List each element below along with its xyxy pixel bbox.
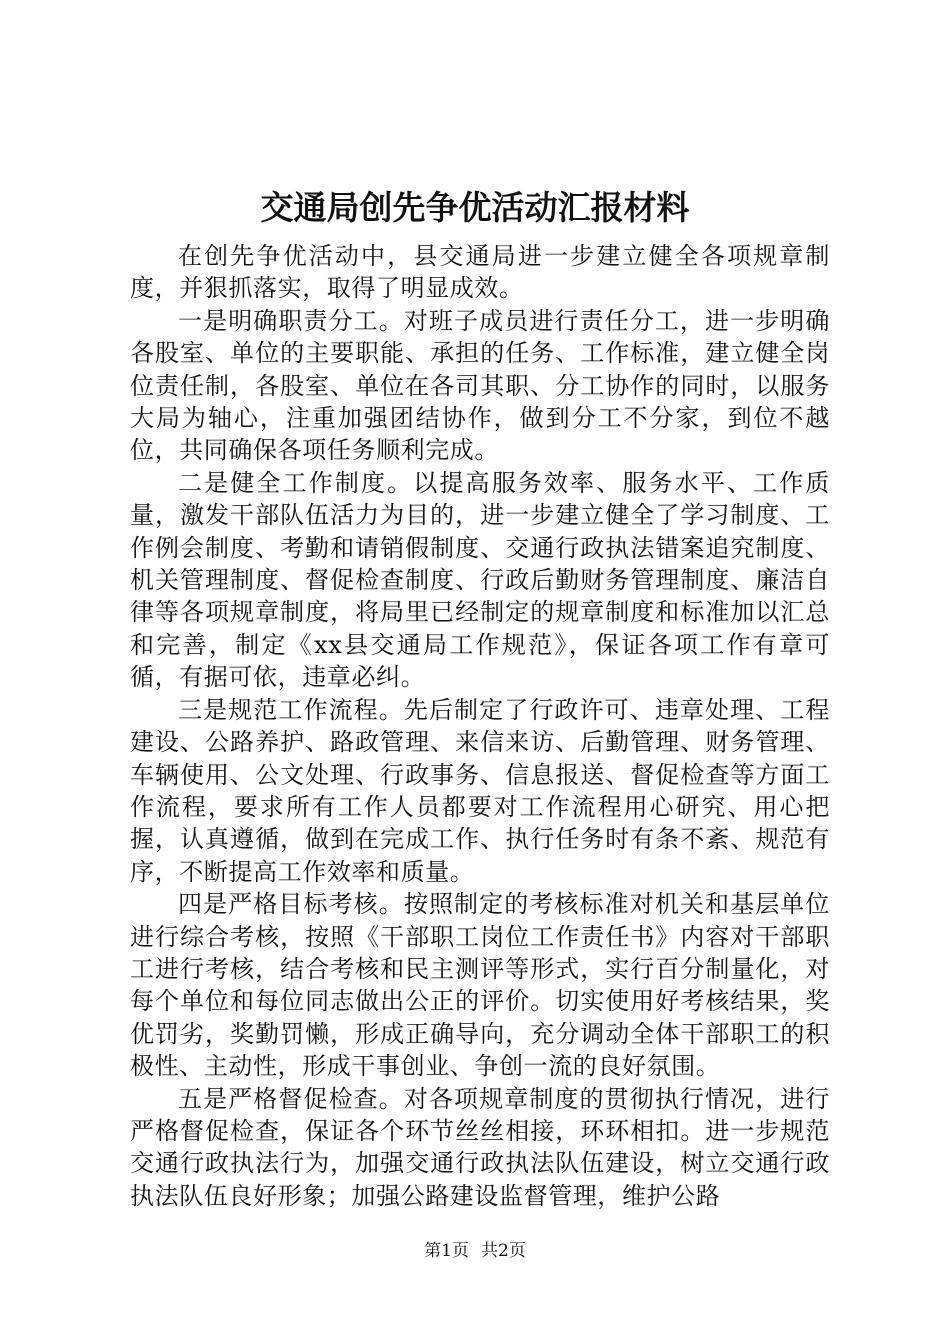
page-footer <box>0 1240 950 1262</box>
paragraph-intro: 在创先争优活动中，县交通局进一步建立健全各项规章制度，并狠抓落实，取得了明显成效。 <box>130 242 830 303</box>
paragraph-supervision: 五是严格督促检查。对各项规章制度的贯彻执行情况，进行严格督促检查，保证各个环节丝丝相接，环环相扣。进一步规范交通行政执法行为，加强交通行政执法队伍建设，树立交通行政执法队伍良好形象；加强公路建设监督管理，维护公路 <box>130 1084 830 1210</box>
paragraph-duty-division: 一是明确职责分工。对班子成员进行责任分工，进一步明确各股室、单位的主要职能、承担的任务、工作标准，建立健全岗位责任制，各股室、单位在各司其职、分工协作的同时，以服务大局为轴心，注重加强团结协作，做到分工不分家，到位不越位，共同确保各项任务顺利完成。 <box>130 306 830 465</box>
paragraph-work-process: 三是规范工作流程。先后制定了行政许可、违章处理、工程建设、公路养护、路政管理、来信来访、后勤管理、财务管理、车辆使用、公文处理、行政事务、信息报送、督促检查等方面工作流程，要求所有工作人员都要对工作流程用心研究、用心把握，认真遵循，做到在完成工作、执行任务时有条不紊、规范有序，不断提高工作效率和质量。 <box>130 695 830 886</box>
paragraph-target-assessment: 四是严格目标考核。按照制定的考核标准对机关和基层单位进行综合考核，按照《干部职工岗位工作责任书》内容对干部职工进行考核，结合考核和民主测评等形式，实行百分制量化，对每个单位和每位同志做出公正的评价。切实使用好考核结果，奖优罚劣，奖勤罚懒，形成正确导向，充分调动全体干部职工的积极性、主动性，形成干事创业、争创一流的良好氛围。 <box>130 890 830 1081</box>
paragraph-work-system: 二是健全工作制度。以提高服务效率、服务水平、工作质量，激发干部队伍活力为目的，进一步建立健全了学习制度、工作例会制度、考勤和请销假制度、交通行政执法错案追究制度、机关管理制度、督促检查制度、行政后勤财务管理制度、廉洁自律等各项规章制度，将局里已经制定的规章制度和标准加以汇总和完善，制定《xx县交通局工作规范》，保证各项工作有章可循，有据可依，违章必纠。 <box>130 468 830 692</box>
document-body <box>130 240 830 1212</box>
page-number: 第1页 <box>424 1241 469 1261</box>
page-total: 共2页 <box>481 1241 526 1261</box>
document-title: 交通局创先争优活动汇报材料 <box>260 188 690 227</box>
